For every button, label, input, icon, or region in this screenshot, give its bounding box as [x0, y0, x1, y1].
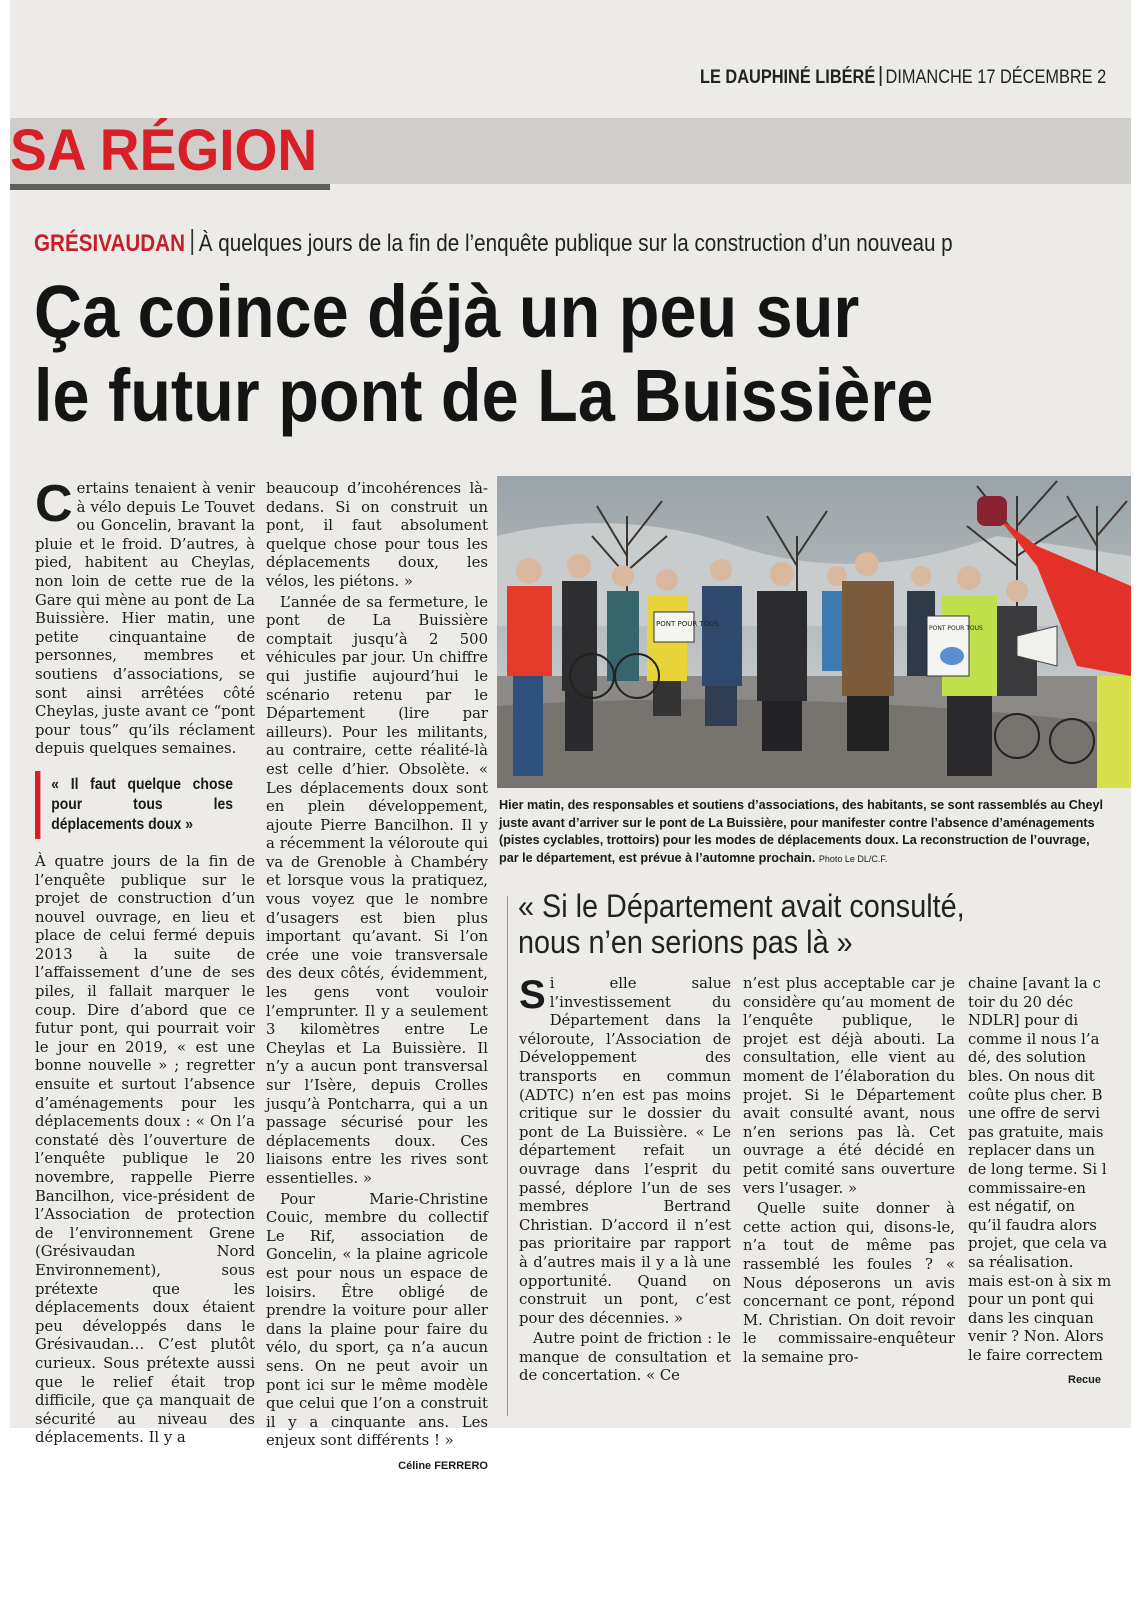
article-column-2 [266, 480, 488, 1475]
sidebar-headline [518, 888, 965, 960]
kicker [34, 229, 953, 258]
col3-paragraph-1: Si elle salue l’investissement du Département dans la véloroute, l’Association de Développement des transports en commun (ADTC) n’en est pas moins critique sur le dossier du pont de La Buissière. « Le département refait un ouvrage dans l’esprit du passé, déplore l’un de ses membres Bertrand Christian. D’accord il n’est pas prioritaire par rapport à d’autres mais il y a là une opportunité. Quand on construit un pont, c’est pour des décennies. » [519, 973, 731, 1327]
col5-line: commissaire-en [968, 1179, 1086, 1197]
col1-paragraph-1: Certains tenaient à venir à vélo depuis Le Touvet ou Goncelin, bravant la pluie et le froid. D’autres, à pied, habitent au Cheylas, non loin de cette rue de la Gare qui mène au pont de La Buissière. Hier matin, une petite cinquantaine de personnes, membres et soutiens d’associations, se sont ainsi arrêtées côté Cheylas, juste avant ce “pont pour tous” qu’ils réclament depuis quelques semaines. [35, 475, 255, 758]
photo-credit: Photo Le DL/C.F. [818, 853, 888, 864]
caption-line-3: (pistes cyclables, trottoirs) pour les modes de déplacements doux. La reconstruction de l’ouvrage, [499, 833, 1090, 848]
col5-line: dé, des solution [968, 1049, 1087, 1067]
col5-line: dans les cinquan [968, 1309, 1094, 1327]
drop-cap: C [35, 475, 73, 533]
col4-paragraph-2: Quelle suite donner à cette action qui, disons-le, n’a tout de même pas rassemblé les foules ? « Nous déposerons un avis concernant ce pont, répond M. Christian. On doit revoir le commissaire-enquêteur la semaine pro- [743, 1200, 955, 1366]
col5-line: est négatif, on [968, 1198, 1076, 1216]
article-column-1 [35, 475, 255, 1450]
section-underline [10, 184, 330, 190]
newspaper-page [10, 0, 1131, 1472]
column-divider [507, 896, 508, 1416]
col2-paragraph-3: Pour Marie-Christine Couic, membre du collectif Le Rif, association de Goncelin, « la plaine agricole est pour nous un espace de loisirs. Être obligé de prendre la voiture pour aller dans la plaine pour faire du vélo, du sport, ça n’a aucun sens. On ne peut avoir un pont ici sur le même modèle que celui que l’on a construit il y a cinquante ans. Les enjeux sont différents ! » [266, 1190, 488, 1450]
pull-quote: « Il faut quelque chose pour tous les déplacements doux » [35, 771, 233, 839]
protest-photo-illustration [497, 476, 1131, 788]
news-photo [497, 476, 1131, 788]
protest-sign-2: PONT POUR TOUS [929, 625, 983, 632]
photo-caption [499, 797, 1129, 868]
col5-line: qu’il faudra alors [968, 1216, 1097, 1234]
col3-paragraph-2: Autre point de friction : le manque de consultation et de concertation. « Ce [519, 1330, 731, 1385]
drop-cap-s: S [519, 973, 546, 1017]
protest-sign-1: PONT POUR TOUS [656, 620, 719, 628]
caption-line-1: Hier matin, des responsables et soutiens d’associations, des habitants, se sont rassemblés au Cheyl [499, 798, 1104, 812]
byline: Céline FERRERO [398, 1459, 488, 1472]
kicker-place: GRÉSIVAUDAN [34, 230, 185, 257]
col5-line: comme il nous l’a [968, 1030, 1100, 1048]
col2-paragraph-1: beaucoup d’incohérences là-dedans. Si on construit un pont, il faut absolument quelque chose pour tous les déplacements doux, les vélos, les piétons. » [266, 480, 488, 590]
caption-line-2: juste avant d’arriver sur le pont de La Buissière, pour manifester contre l’absence d’aménagements [499, 815, 1095, 830]
article-column-4 [743, 975, 955, 1369]
sidebar-headline-line-2: nous n’en serions pas là » [518, 924, 853, 960]
col1-paragraph-2: À quatre jours de la fin de l’enquête publique sur le projet de construction d’un nouvel ouvrage, en lieu et place de celui fermé depuis 2013 à la suite de l’affaissement d’une de ses piles, il fallait marquer le coup. Dire d’abord que ce futur pont, qui pourrait voir le jour en 2019, « est une bonne nouvelle » ; regretter ensuite et surtout l’absence d’aménagements pour les déplacements doux : « On l’a constaté dès l’ouverture de l’enquête publique le 20 novembre, rappelle Pierre Bancilhon, vice-président de l’Association de protection de l’environnement Grene (Grésivaudan Nord Environnement), sous prétexte que les déplacements doux étaient peu développés dans le Grésivaudan… C’est plutôt curieux. Sous prétexte aussi que le relief était trop difficile, que ça manquait de sécurité au niveau des déplacements. Il y a [35, 852, 255, 1447]
col5-line: coûte plus cher. B [968, 1086, 1103, 1104]
kicker-divider [191, 229, 193, 255]
caption-line-4: par le département, est prévue à l’automne prochain. Photo Le DL/C.F. [499, 850, 888, 865]
col5-line: replacer dans un [968, 1142, 1095, 1160]
kicker-text: À quelques jours de la fin de l’enquête publique sur la construction d’un nouveau p [198, 230, 953, 257]
masthead [700, 66, 1106, 89]
col4-paragraph-1: n’est plus acceptable car je considère qu’au moment de l’enquête publique, le projet est déjà abouti. La consultation, elle vient au moment de l’élaboration du projet. Si le Département avait consulté avant, nous n’en serions pas là. Cet ouvrage a été décidé en petit comité sans ouverture vers l’usager. » [743, 975, 955, 1197]
sidebar-headline-line-1: « Si le Département avait consulté, [518, 888, 965, 924]
col5-line: sa réalisation. [968, 1253, 1074, 1271]
col5-line: pour un pont qui [968, 1291, 1094, 1309]
masthead-divider [880, 66, 882, 86]
col5-line: toir du 20 déc [968, 993, 1074, 1011]
col5-line: venir ? Non. Alors [968, 1328, 1104, 1346]
article-column-3 [519, 975, 731, 1388]
masthead-paper: LE DAUPHINÉ LIBÉRÉ [700, 67, 876, 88]
col5-line: une offre de servi [968, 1105, 1100, 1123]
col5-byline: Recue [1068, 1374, 1102, 1387]
col5-line: mais est-on à six m [968, 1272, 1112, 1290]
col5-line: projet, que cela va [968, 1235, 1108, 1253]
col5-line: le faire correctem [968, 1346, 1103, 1364]
col5-line: chaine [avant la c [968, 975, 1101, 992]
section-title: SA RÉGION [10, 118, 318, 183]
headline-line-2: le futur pont de La Buissière [34, 354, 934, 437]
article-column-5 [968, 975, 1138, 1390]
col5-line: bles. On nous dit [968, 1067, 1095, 1085]
col2-paragraph-2: L’année de sa fermeture, le pont de La Buissière comptait jusqu’à 2 500 véhicules par jour. Un chiffre qui justifie aujourd’hui le scénario retenu par le Département (lire par ailleurs). Pour les militants, au contraire, cette réalité-là est celle d’hier. Obsolète. « Les déplacements doux sont en plein développement, ajoute Pierre Bancilhon. Il y a récemment la véloroute qui va de Grenoble à Chambéry et lorsque vous la pratiquez, vous voyez que le nombre d’usagers est bien plus important qu’avant. Si l’on crée une voie transversale des deux côtés, évidemment, les gens vont vouloir l’emprunter. Il y a seulement 3 kilomètres entre Le Cheylas et La Buissière. Il n’y a aucun pont transversal sur l’Isère, depuis Crolles jusqu’à Pontcharra, qui a un passage sécurisé pour les déplacements doux. Ces liaisons entre les rives sont essentielles. » [266, 593, 488, 1187]
headline-line-1: Ça coince déjà un peu sur [34, 270, 860, 353]
masthead-date: DIMANCHE 17 DÉCEMBRE 2 [885, 67, 1107, 88]
col5-line: de long terme. Si l [968, 1160, 1107, 1178]
col5-line: NDLR] pour di [968, 1012, 1079, 1030]
col5-line: pas gratuite, mais [968, 1123, 1104, 1141]
headline [34, 270, 933, 438]
